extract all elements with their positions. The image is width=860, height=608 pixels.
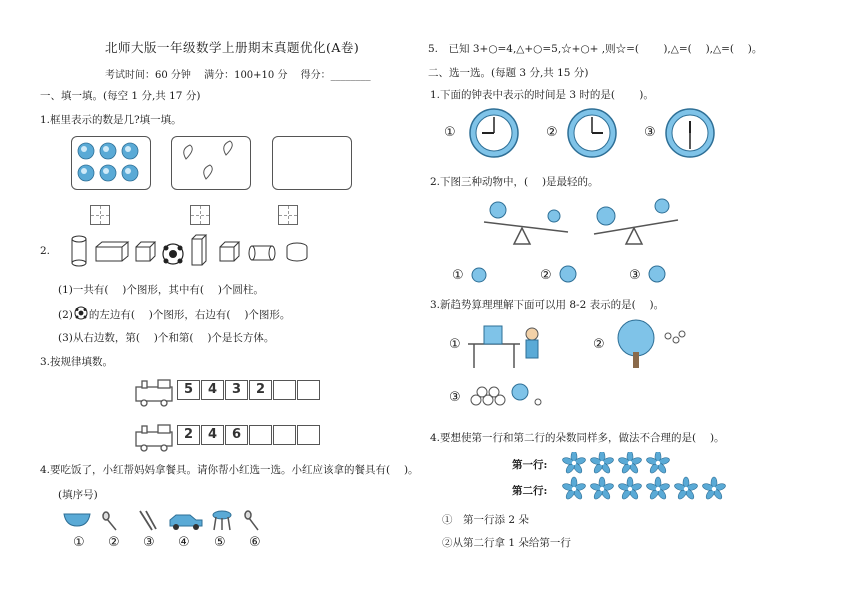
option-2[interactable]: ② (108, 535, 120, 550)
animal-option-3[interactable]: ③ (629, 268, 641, 283)
train2-car-4[interactable] (249, 425, 272, 445)
train2-car-6[interactable] (297, 425, 320, 445)
question-2-2: 2.下图三种动物中，( )是最轻的。 (430, 176, 599, 188)
stool-icon (213, 511, 231, 530)
bowl-icon (64, 514, 90, 526)
shapes-row (68, 233, 348, 269)
question-2-4: 4.要想使第一行和第二行的朵数同样多，做法不合理的是( )。 (430, 432, 725, 444)
box-empty (272, 136, 352, 190)
flower-icon (618, 452, 643, 474)
train-engine-icon (134, 377, 176, 407)
clock-option-2[interactable]: ② (546, 125, 558, 140)
option-1[interactable]: ① (73, 535, 85, 550)
flower-icon (618, 477, 643, 500)
q2b-prefix: (2) (58, 309, 73, 321)
monkey-icon (558, 264, 578, 284)
monkey-peaches-illustration (468, 378, 548, 410)
cabbage-icons (72, 137, 150, 189)
scene-option-3[interactable]: ③ (449, 390, 461, 405)
option-5[interactable]: ⑤ (214, 535, 226, 550)
flower-icon (590, 477, 615, 500)
option-4[interactable]: ④ (178, 535, 190, 550)
section2-heading: 二、选一选。(每题 3 分,共 15 分) (428, 67, 589, 79)
clock-option-1[interactable]: ① (444, 125, 456, 140)
option-3[interactable]: ③ (143, 535, 155, 550)
puppy-icon (647, 264, 667, 284)
train1-car-1: 5 (177, 380, 200, 400)
choice-b[interactable]: ②从第二行拿 1 朵给第一行 (442, 537, 571, 549)
question-1-4-note: (填序号) (58, 489, 98, 501)
train1-car-6[interactable] (297, 380, 320, 400)
q2b-suffix: 的左边有( )个图形，右边有( )个图形。 (88, 309, 291, 321)
train2-car-5[interactable] (273, 425, 296, 445)
scene-option-2[interactable]: ② (593, 337, 605, 352)
answer-grid-3[interactable] (278, 205, 298, 225)
question-1-2-label: 2. (40, 245, 51, 257)
section1-heading: 一、填一填。(每空 1 分,共 17 分) (40, 90, 201, 102)
soccer-ball-icon (73, 306, 89, 320)
tree-birds-illustration (610, 318, 690, 370)
flower-icon (674, 477, 699, 500)
flower-icon (590, 452, 615, 474)
train2-car-2: 4 (201, 425, 224, 445)
answer-grid-2[interactable] (190, 205, 210, 225)
row1-label: 第一行: (512, 459, 548, 471)
choice-a[interactable]: ① 第一行添 2 朵 (442, 514, 529, 526)
flower-rows (562, 452, 732, 502)
train-engine-icon (134, 422, 176, 452)
question-1-3: 3.按规律填数。 (40, 356, 114, 368)
animal-option-1[interactable]: ① (452, 268, 464, 283)
question-1-2b (58, 306, 290, 322)
question-1-2c: (3)从右边数，第( )个和第( )个是长方体。 (58, 332, 275, 344)
seesaw-illustration (478, 198, 688, 252)
train1-car-4: 2 (249, 380, 272, 400)
flower-icon (702, 477, 727, 500)
option-6[interactable]: ⑥ (249, 535, 261, 550)
exam-info: 考试时间：60 分钟 满分：100+10 分 得分：________ (105, 70, 371, 81)
page-title: 北师大版一年级数学上册期末真题优化(A卷) (105, 40, 360, 55)
tableware-row (62, 508, 272, 534)
row2-label: 第二行: (512, 485, 548, 497)
box-shells (171, 136, 251, 190)
train1-car-3: 3 (225, 380, 248, 400)
answer-grid-1[interactable] (90, 205, 110, 225)
question-1-1: 1.框里表示的数是几?填一填。 (40, 114, 182, 126)
flower-icon (562, 477, 586, 500)
flower-icon (562, 452, 586, 474)
question-1-5: 5. 已知 3+○=4,△+○=5,☆+○+ ,则☆=( ),△=( ),△=( )。 (428, 43, 763, 55)
spoon-icon (103, 512, 116, 530)
clock-icon (468, 107, 520, 159)
clock-icon (566, 107, 618, 159)
fork-icon (245, 511, 258, 530)
train2-car-1: 2 (177, 425, 200, 445)
clock-icon (664, 107, 716, 159)
train1-car-2: 4 (201, 380, 224, 400)
toy-car-icon (170, 515, 202, 530)
question-2-1: 1.下面的钟表中表示的时间是 3 时的是( )。 (430, 89, 654, 101)
question-2-3: 3.新趋势算理理解下面可以用 8-2 表示的是( )。 (430, 299, 665, 311)
train2-car-3: 6 (225, 425, 248, 445)
flower-icon (646, 452, 671, 474)
squirrel-icon (470, 266, 488, 284)
scene-option-1[interactable]: ① (449, 337, 461, 352)
shell-icons (172, 137, 250, 189)
chopsticks-icon (140, 511, 156, 530)
clock-option-3[interactable]: ③ (644, 125, 656, 140)
animal-option-2[interactable]: ② (540, 268, 552, 283)
question-1-4: 4.要吃饭了，小红帮妈妈拿餐具。请你帮小红选一选。小红应该拿的餐具有( )。 (40, 464, 419, 476)
train1-car-5[interactable] (273, 380, 296, 400)
table-books-illustration (466, 320, 546, 372)
question-1-2a: (1)一共有( )个图形，其中有( )个圆柱。 (58, 284, 264, 296)
flower-icon (646, 477, 671, 500)
box-cabbages (71, 136, 151, 190)
